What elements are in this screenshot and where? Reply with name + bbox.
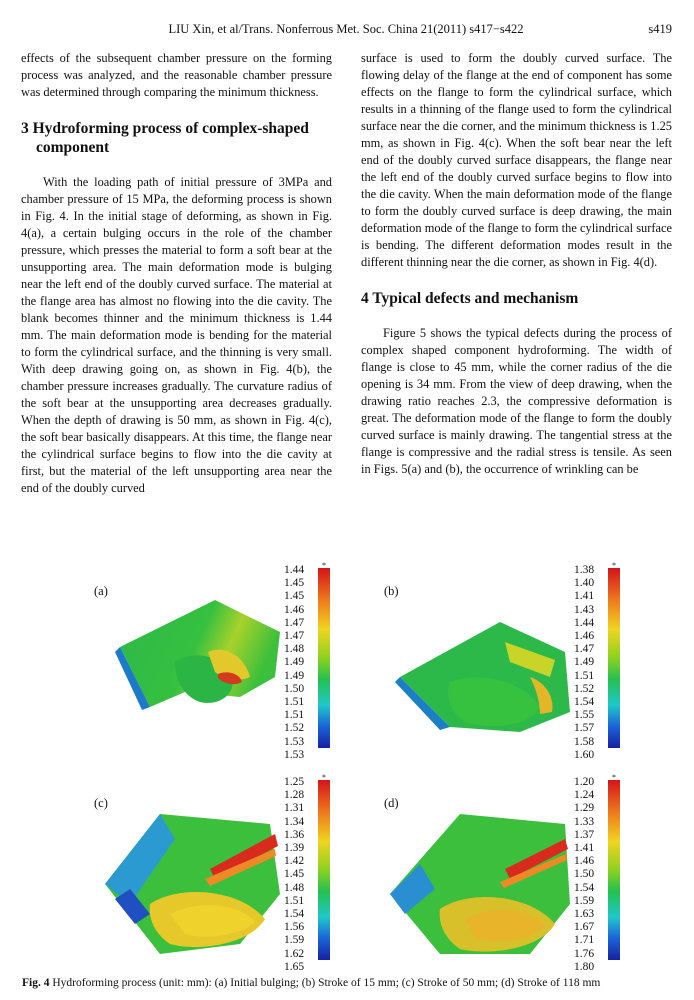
color-scale-tick: 1.51 <box>284 709 305 722</box>
figure-panel-a <box>82 561 352 761</box>
page-header <box>20 22 672 40</box>
section-heading: 4 Typical defects and mechanism <box>361 290 579 307</box>
paragraph: effects of the subsequent chamber pressure on the forming process was analyzed, and the reasonable chamber pressure was determined through comparing the minimum thickness. <box>21 51 332 99</box>
thickness-color-scale <box>574 773 634 973</box>
color-scale-tick: 1.40 <box>574 577 595 590</box>
color-scale-tick: 1.44 <box>284 564 305 576</box>
color-scale-tick: 1.46 <box>574 630 595 643</box>
running-title: LIU Xin, et al/Trans. Nonferrous Met. Soc. China 21(2011) s417−s422 <box>168 22 524 36</box>
color-scale-tick: 1.39 <box>284 842 305 855</box>
fem-contour-plot <box>90 794 290 964</box>
color-scale-tick: 1.44 <box>574 616 595 629</box>
color-scale-tick: 1.54 <box>574 881 595 894</box>
figure-4 <box>82 562 642 972</box>
color-scale-tick: 1.59 <box>574 894 595 907</box>
color-scale-tick: 1.76 <box>574 947 595 960</box>
color-scale-tick: 1.46 <box>574 855 595 868</box>
color-scale-tick: 1.53 <box>284 748 305 761</box>
color-scale-tick: 1.80 <box>574 960 595 973</box>
color-scale-tick: 1.49 <box>574 656 595 669</box>
paragraph: Figure 5 shows the typical defects during the process of complex shaped component hydroforming. The width of flange is close to 45 mm, while the corner radius of the die opening is 34 mm. From the view of deep drawing, when the drawing ratio reaches 2.3, the compressive deformation is great. The deformation mode of the flange to form the doubly curved surface is mainly drawing. The tangential stress at the flange is compressive and the radial stress is tensile. As seen in Figs. 5(a) and (b), the occurrence of wrinkling can be <box>361 326 672 476</box>
figure-panel-c <box>82 773 352 973</box>
left-column <box>21 50 332 497</box>
color-scale-tick: 1.59 <box>284 934 305 947</box>
color-bar <box>318 568 330 748</box>
color-scale-tick: 1.52 <box>574 682 595 695</box>
color-scale-tick: 1.54 <box>284 908 305 921</box>
figure-panel-b <box>372 561 642 761</box>
color-bar <box>318 780 330 960</box>
section-heading <box>21 119 332 157</box>
color-scale-tick: 1.46 <box>284 603 305 616</box>
section-heading-line: 3 Hydroforming process of complex-shaped <box>21 120 309 137</box>
color-scale-tick: 1.49 <box>284 669 305 682</box>
page-number: s419 <box>648 22 672 36</box>
color-scale-tick: 1.24 <box>574 789 595 802</box>
color-scale-tick: 1.41 <box>574 842 595 855</box>
color-scale-tick: 1.56 <box>284 921 305 934</box>
color-scale-tick: 1.50 <box>574 868 595 881</box>
thickness-color-scale <box>284 773 344 973</box>
color-scale-tick: 1.45 <box>284 590 305 603</box>
color-scale-tick: 1.43 <box>574 603 595 616</box>
color-bar-marker: * <box>322 561 326 570</box>
color-scale-tick: 1.50 <box>284 682 305 695</box>
figure-panel-d <box>372 773 642 973</box>
color-scale-tick: 1.45 <box>284 868 305 881</box>
color-scale-tick: 1.49 <box>284 656 305 669</box>
color-scale-tick: 1.51 <box>284 696 305 709</box>
color-scale-ticks <box>574 776 608 974</box>
color-scale-tick: 1.63 <box>574 908 595 921</box>
color-scale-tick: 1.36 <box>284 828 305 841</box>
color-scale-tick: 1.33 <box>574 815 595 828</box>
color-scale-tick: 1.28 <box>284 789 305 802</box>
color-scale-tick: 1.41 <box>574 590 595 603</box>
panel-label: (b) <box>384 584 399 598</box>
color-scale-tick: 1.60 <box>574 748 595 761</box>
color-scale-tick: 1.62 <box>284 947 305 960</box>
color-bar-marker: * <box>612 561 616 570</box>
color-scale-tick: 1.20 <box>574 776 595 788</box>
color-scale-tick: 1.65 <box>284 960 305 973</box>
paragraph: With the loading path of initial pressure of 3MPa and chamber pressure of 15 MPa, the deforming process is shown in Fig. 4. In the initial stage of deforming, as shown in Fig. 4(a), a certain bulging occurs in the role of the chamber pressure, which presses the material to form a soft bear at the unsupporting area. The main deformation mode is bulging near the left end of the doubly curved surface. The material at the flange area has almost no flowing into the die cavity. The blank becomes thinner and the minimum thickness is 1.44 mm. The main deformation mode is bending for the material to form the cylindrical surface, and the thinning is very small. With deep drawing going on, as shown in Fig. 4(b), the chamber pressure increases gradually. The curvature radius of the soft bear at the unsupporting area decreases gradually. When the depth of drawing is 50 mm, as shown in Fig. 4(c), the soft bear basically disappears. At this time, the flange near the cylindrical surface begins to flow into the die cavity at first, but the material of the left unsupporting area near the end of the doubly curved <box>21 175 332 495</box>
thickness-color-scale <box>284 561 344 761</box>
color-scale-tick: 1.71 <box>574 934 595 947</box>
color-scale-ticks <box>574 564 608 762</box>
color-scale-tick: 1.37 <box>574 828 595 841</box>
color-bar <box>608 780 620 960</box>
color-scale-tick: 1.34 <box>284 815 305 828</box>
fem-contour-plot <box>380 794 580 964</box>
section-heading-line: component <box>36 139 110 156</box>
panel-label: (d) <box>384 796 399 810</box>
color-scale-tick: 1.52 <box>284 722 305 735</box>
fem-contour-plot <box>90 582 290 752</box>
color-scale-tick: 1.38 <box>574 564 595 576</box>
color-bar-marker: * <box>612 773 616 782</box>
color-scale-tick: 1.45 <box>284 577 305 590</box>
color-scale-tick: 1.42 <box>284 855 305 868</box>
color-scale-ticks <box>284 564 318 762</box>
caption-text: Hydroforming process (unit: mm): (a) Initial bulging; (b) Stroke of 15 mm; (c) Stroke of 50 mm; (d) Stroke of 118 mm <box>52 977 601 989</box>
color-scale-tick: 1.48 <box>284 643 305 656</box>
color-scale-tick: 1.58 <box>574 735 595 748</box>
panel-label: (a) <box>94 584 108 598</box>
paragraph: surface is used to form the doubly curved surface. The flowing delay of the flange at the end of component has some effects on the flange to form the cylindrical surface, which results in a thinning of the flange used to form the cylindrical surface near the die corner, and the minimum thickness is 1.25 mm, as shown in Fig. 4(c). When the soft bear near the left end of the doubly curved surface disappears, the flange near the left end of the doubly curved surface begins to flow into the die cavity. When the main deformation mode of the flange to form the doubly curved surface is deep drawing, the main deformation mode of the flange to form the cylindrical surface is bending. The different deformation modes result in the different thinning near the die corner, as shown in Fig. 4(d). <box>361 51 672 269</box>
color-scale-tick: 1.25 <box>284 776 305 788</box>
caption-label: Fig. 4 <box>22 977 50 989</box>
color-scale-tick: 1.47 <box>284 616 305 629</box>
color-scale-tick: 1.48 <box>284 881 305 894</box>
color-scale-ticks <box>284 776 318 974</box>
right-column <box>361 50 672 478</box>
thickness-color-scale <box>574 561 634 761</box>
color-scale-tick: 1.51 <box>284 894 305 907</box>
color-scale-tick: 1.57 <box>574 722 595 735</box>
color-scale-tick: 1.54 <box>574 696 595 709</box>
color-bar-marker: * <box>322 773 326 782</box>
figure-caption <box>22 977 684 989</box>
color-bar <box>608 568 620 748</box>
color-scale-tick: 1.53 <box>284 735 305 748</box>
color-scale-tick: 1.47 <box>574 643 595 656</box>
color-scale-tick: 1.51 <box>574 669 595 682</box>
color-scale-tick: 1.47 <box>284 630 305 643</box>
color-scale-tick: 1.67 <box>574 921 595 934</box>
color-scale-tick: 1.55 <box>574 709 595 722</box>
panel-label: (c) <box>94 796 108 810</box>
color-scale-tick: 1.29 <box>574 802 595 815</box>
color-scale-tick: 1.31 <box>284 802 305 815</box>
fem-contour-plot <box>380 582 580 752</box>
